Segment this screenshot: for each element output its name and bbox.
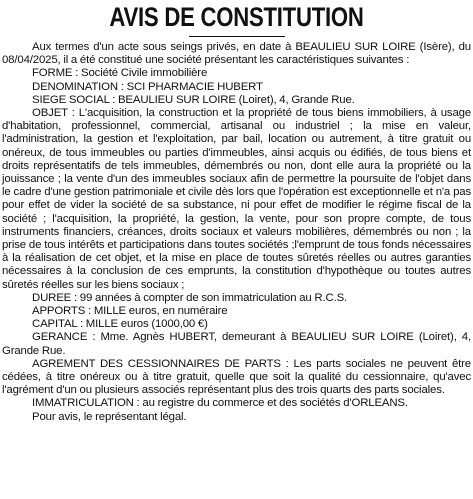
objet-paragraph: OBJET : L'acquisition, la construction et la propriété de tous biens immobiliers, à usage d'habitation, professionnel, commercial, artisanal ou industriel ; la mise en valeur, l'administration, la gestion et l'exploitation, par bail, location ou autrement, à titre gratuit ou onéreux, de tous immeubles ou parties d'immeubles, ainsi acquis ou édifiés, de tous biens et droits représentatifs de tels immeubles, démembrés ou non, dont elle aura la propriété ou la jouissance ; la vente d'un des immeubles sociaux afin de permettre la poursuite de l'objet dans le cadre d'une gestion patrimoniale et civile dès lors que l'opération est exceptionnelle et n'a pas pour effet de vider la société de sa substance, ni pour effet de modifier le régime fiscal de la société ; l'acquisition, la propriété, la gestion, la vente, pour son propre compte, de tous instruments financiers, créances, droits sociaux et valeurs mobilières, démembrés ou non ; la prise de tous intérêts et participations dans toutes sociétés ;l'emprunt de tous fonds nécessaires à la réalisation de cet objet, et la mise en place de toutes sûretés réelles ou autres garanties nécessaires à la conclusion de ces emprunts, la constitution d'hypothèque ou toutes autres sûretés réelles sur les biens sociaux ; [2, 107, 471, 291]
siege-social-paragraph: SIEGE SOCIAL : BEAULIEU SUR LOIRE (Loiret), 4, Grande Rue. [32, 93, 355, 106]
capital-paragraph: CAPITAL : MILLE euros (1000,00 €) [32, 318, 208, 331]
immatriculation-paragraph: IMMATRICULATION : au registre du commerce et des sociétés d'ORLEANS. [32, 397, 408, 410]
denomination-paragraph: DENOMINATION : SCI PHARMACIE HUBERT [32, 80, 263, 93]
gerance-paragraph: GERANCE : Mme. Agnès HUBERT, demeurant à BEAULIEU SUR LOIRE (Loiret), 4, Grande Rue. [2, 331, 471, 357]
title-divider [189, 36, 285, 37]
notice-title: AVIS DE CONSTITUTION [109, 2, 364, 32]
signature-paragraph: Pour avis, le représentant légal. [32, 410, 187, 423]
apports-paragraph: APPORTS : MILLE euros, en numéraire [32, 305, 228, 318]
agrement-paragraph: AGREMENT DES CESSIONNAIRES DE PARTS : Les parts sociales ne peuvent être cédées, à titre onéreux ou à titre gratuit, quelle que soit la qualité du cessionnaire, qu'avec l'agrément d'un ou plusieurs associés représentant plus des trois quarts des parts sociales. [2, 357, 471, 397]
duree-paragraph: DUREE : 99 années à compter de son immatriculation au R.C.S. [32, 291, 348, 304]
intro-paragraph: Aux termes d'un acte sous seings privés, en date à BEAULIEU SUR LOIRE (Isère), du 08/04/2025, il a été constitué une société présentant les caractéristiques suivantes : [2, 41, 471, 67]
forme-paragraph: FORME : Société Civile immobilière [32, 67, 208, 80]
notice-body [2, 41, 471, 424]
